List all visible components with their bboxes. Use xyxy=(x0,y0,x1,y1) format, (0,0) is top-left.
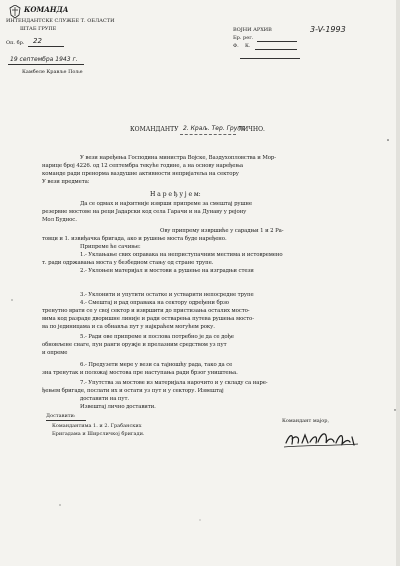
body-line-23: и опреме xyxy=(42,350,68,356)
handwritten-signature xyxy=(282,427,362,451)
signature-title: Командант мајор, xyxy=(282,418,330,424)
body-line-3: команде ради пренорма ваздушне активности непријатеља на сектору xyxy=(42,171,239,177)
archive-stamp-underline3 xyxy=(240,58,300,59)
body-line-24: 6.- Предузети мере у вези са тајношћу рада, тако да се xyxy=(80,362,233,368)
body-order-heading: Н а р е ђ у ј е м: xyxy=(150,191,201,198)
body-line-1: У вези наређења Господина министра Војске, Ваздухопловства и Мор- xyxy=(80,155,276,161)
recipient-label: КОМАНДАНТУ xyxy=(130,126,179,133)
archive-stamp-line2: Бр. рег. xyxy=(233,35,254,41)
body-line-2: нарице број 4226. од 12 септембра текуће године, а на основу наређења xyxy=(42,163,244,169)
date-underline xyxy=(8,64,84,65)
org-name-line1: КОМАНДА xyxy=(24,5,69,14)
body-line-12: 1.- Уклањање свих оправака на неприступачним местима и истовремено xyxy=(80,252,283,258)
body-line-13: т. ради одржавања моста у безбедном стању од стране трупе. xyxy=(42,260,214,266)
distribution-recipient-2: Бригадама и Ширсличкој бригади. xyxy=(52,431,145,437)
recipient-suffix: ЛИЧНО. xyxy=(238,126,265,133)
body-line-8: Мол Буднос. xyxy=(42,217,77,223)
body-line-20: ва по јединицама и са обнавља пут у најкраћем могућем року. xyxy=(42,324,215,330)
body-line-22: обновљене снаге, пун ранги оружје и прелазним средством уз пут xyxy=(42,342,227,348)
org-name-line2: ИНТЕНДАНТСКЕ СЛУЖБЕ Т. ОБЛАСТИ xyxy=(6,18,115,24)
body-line-16: 3.- Уклонити и упутити остатке и устварити непосредне трупе xyxy=(80,292,254,298)
number-label: Оп. бр. xyxy=(6,40,25,46)
body-line-26: 7.- Упутства за мостове из материјала нарочито и у складу са наре- xyxy=(80,380,268,386)
archive-stamp-underline2 xyxy=(255,49,297,50)
distribution-label: Доставити: xyxy=(46,413,76,419)
body-line-19: вима код разраде дворишне линије и ради остварења путева рушења мосто- xyxy=(42,316,254,322)
body-line-29: Извештај лично доставити. xyxy=(80,404,156,410)
number-underline xyxy=(28,46,64,47)
number-value: 22 xyxy=(33,37,42,45)
coat-of-arms-icon xyxy=(9,5,21,18)
recipient-dotted-line xyxy=(180,134,236,135)
body-line-9: Ову припрему извршиће у сарадњи 1 и 2 Ра- xyxy=(160,228,284,234)
body-line-6: Да се одмах и најхитније изврши припреме за смештај рушне xyxy=(80,201,253,207)
body-line-11: Припреме ће сачиње: xyxy=(80,244,141,250)
body-line-14: 2.- Уклоњен материјал и мостови а рушење на изградњи стези xyxy=(80,268,254,274)
archive-stamp-line4: К. xyxy=(245,43,251,49)
body-line-21: 5.- Ради ове припреме и послова потребно је да се дође xyxy=(80,334,234,340)
place-value: Камбеле Кравље Поље xyxy=(22,69,83,75)
archive-stamp-underline1 xyxy=(257,41,297,42)
handwritten-date: 3-V-1993 xyxy=(310,25,346,34)
recipient-value: 2. Краљ. Тер. Групе xyxy=(183,125,245,132)
body-line-18: тренутно врати се у свој сектор и извршити до пристизања осталих мосто- xyxy=(42,308,250,314)
archive-stamp-line1: ВОЈНИ АРХИВ xyxy=(233,27,272,33)
archive-stamp-line3: Ф. xyxy=(233,43,239,49)
body-line-4: У вези предмета: xyxy=(42,179,90,185)
body-line-10: товци и 1. извиђачка бригада, ако и рушење моста буде наређено. xyxy=(42,236,227,242)
date-value: 19 септембра 1943 г. xyxy=(10,56,78,63)
distribution-recipient-1: Командантима 1. и 2. Грабанских xyxy=(52,423,142,429)
body-line-17: 4.- Смештај и рад оправака на сектору одређени брзо xyxy=(80,300,229,306)
distribution-underline xyxy=(46,420,86,421)
body-line-7: резервне мостове на реци Јадарски код села Гарачи и на Дунаву у рејону xyxy=(42,209,247,215)
body-line-28: доставити на пут. xyxy=(80,396,129,402)
org-name-line3: ШТАБ ГРУПЕ xyxy=(20,26,57,32)
body-line-25: зна тренутак и положај мостова пре наступања ради брзог уништења. xyxy=(42,370,238,376)
body-line-27: ђењем бригаде, послати их и остати уз пут и у сектору. Извештај xyxy=(42,388,224,394)
